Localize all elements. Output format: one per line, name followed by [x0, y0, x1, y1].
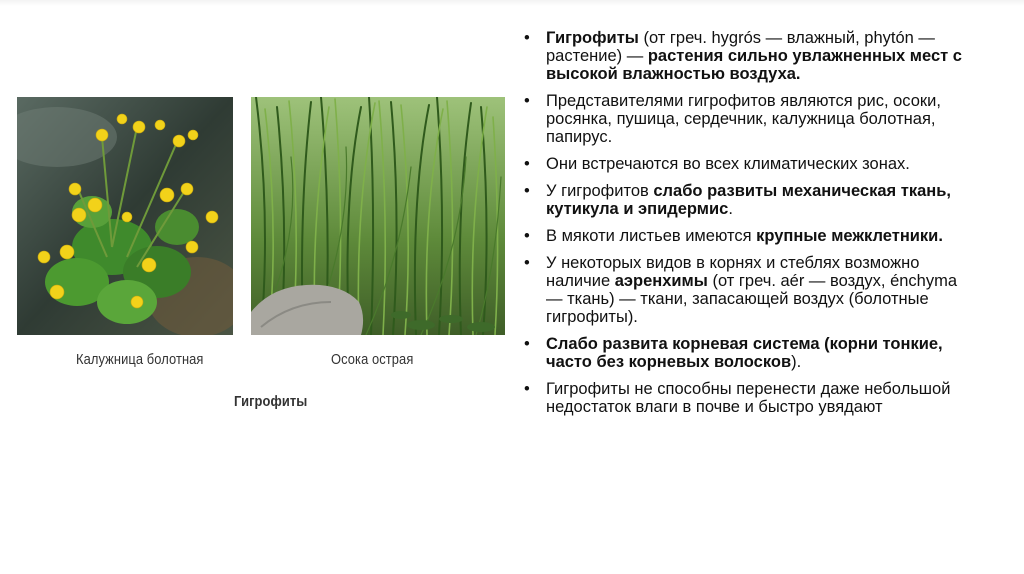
bullet-item: [524, 182, 964, 218]
bullet-item: [524, 380, 964, 416]
bullet-item: [524, 254, 964, 326]
bullet-bold-text: слабо развиты механическая ткань, кутикула и эпидермис: [546, 182, 951, 218]
bullet-text: (от греч. hygrós — влажный, phytón — растение) —: [546, 29, 935, 65]
bullet-item: [524, 29, 964, 83]
bullet-bold-text: аэренхимы: [614, 272, 708, 290]
bullet-dot: •: [524, 155, 530, 173]
caption-marsh-marigold: Калужница болотная: [76, 351, 204, 368]
bullet-item: [524, 92, 964, 146]
bullet-text: ).: [791, 353, 802, 371]
bullet-text: В мякоти листьев имеются: [546, 227, 757, 245]
caption-sedge: Осока острая: [331, 351, 414, 368]
bullet-dot: •: [524, 92, 530, 110]
bullet-text: (от греч. aér — воздух, énchyma — ткань) — ткани, запасающей воздух (болотные гигрофиты).: [546, 272, 958, 326]
sedge-photo: [251, 97, 505, 335]
bullet-dot: •: [524, 227, 530, 245]
bullet-list: [524, 29, 964, 425]
bullet-bold-text: крупные межклетники.: [756, 227, 943, 245]
bullet-dot: •: [524, 29, 530, 47]
marsh-marigold-photo: [17, 97, 233, 335]
bullet-text: У гигрофитов: [546, 182, 654, 200]
bullet-text: У некоторых видов в корнях и стеблях возможно наличие: [546, 254, 920, 290]
bullet-item: [524, 227, 964, 245]
bullet-text: .: [728, 200, 733, 218]
bullet-text: Гигрофиты не способны перенести даже небольшой недостаток влаги в почве и быстро увядают: [546, 380, 951, 416]
bullet-bold-text: Гигрофиты: [546, 29, 639, 47]
bullet-dot: •: [524, 380, 530, 398]
bullet-item: [524, 155, 964, 173]
bullet-text: Представителями гигрофитов являются рис, осоки, росянка, пушица, сердечник, калужница болотная, папирус.: [546, 92, 941, 146]
marsh-marigold-image: [17, 97, 233, 335]
sedge-image: [251, 97, 505, 335]
bullet-dot: •: [524, 254, 530, 272]
bullet-dot: •: [524, 335, 530, 353]
bullet-item: [524, 335, 964, 371]
bullet-bold-text: растения сильно увлажненных мест с высокой влажностью воздуха.: [546, 47, 962, 83]
bullet-dot: •: [524, 182, 530, 200]
bullet-text: Они встречаются во всех климатических зонах.: [546, 155, 910, 173]
bullet-bold-text: Слабо развита корневая система (корни тонкие, часто без корневых волосков: [546, 335, 943, 371]
figure-title: Гигрофиты: [234, 393, 308, 410]
